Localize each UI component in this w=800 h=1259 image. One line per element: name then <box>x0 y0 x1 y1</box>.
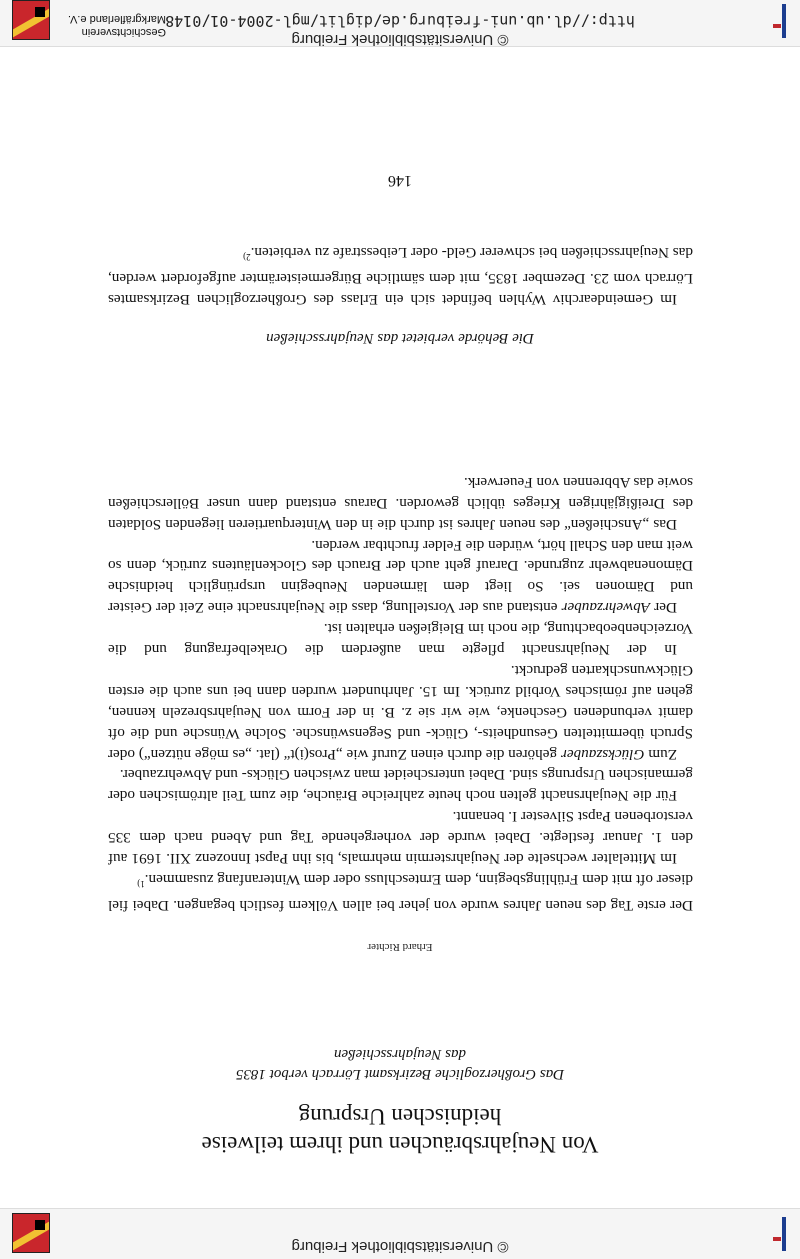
paragraph-2: Im Mittelalter wechselte der Neujahrstermin mehrmals, bis ihn Papst Innozenz XII. 1691 auf den 1. Januar festlegte. Dabei wurde der vorhergehende Tag und Abend nach dem 335 verstorbenen Papst Silvester I. benannt. <box>108 808 693 868</box>
paragraph-6: Der Abwehrzauber entstand aus der Vorstellung, dass die Neujahrsnacht eine Zeit der Geister und Dämonen sei. So liegt dem lärmenden Neubeginn ursprünglich heidnische Dämonenabwehr zugrunde. Darauf geht auch der Brauch des Glockenläutens zurück, denn so weit man den Schall hört, würden die Felder fruchtbar werden. <box>108 536 693 617</box>
paragraph-1: Der erste Tag des neuen Jahres wurde von jeher bei allen Völkern festlich begangen. Dabei fiel dieser oft mit dem Frühlingsbeginn, dem Ernteschluss oder dem Winteranfang zusammen.$^{1)}$ <box>108 871 693 914</box>
section-heading: Die Behörde verbietet das Neujahrsschießen <box>266 330 534 346</box>
viewer-footer-bar <box>0 0 800 47</box>
article-title-line1: Von Neujahrsbräuchen und ihrem teilweise <box>201 1132 599 1157</box>
viewer-header-bar <box>0 1208 800 1259</box>
footnote-ref-1: 1) <box>137 879 145 890</box>
article-body-2 <box>108 241 693 309</box>
society-crest-icon <box>12 1213 162 1253</box>
article-subtitle-line2: das Neujahrsschießen <box>333 1046 467 1062</box>
copyright-credit: © Universitätsbibliothek Freiburg <box>291 1238 509 1255</box>
paragraph-8: Im Gemeindearchiv Wyhlen befindet sich ein Erlass des Großherzoglichen Bezirksamtes Lörrach vom 23. Dezember 1835, mit dem sämtliche Bürgermeisterämter aufgefordert werden, das Neujahrsschießen bei schwerer Geld- oder Leibesstrafe zu verbieten.$^{2)}$ <box>108 244 693 308</box>
ub-freiburg-logo-icon <box>776 4 786 38</box>
permalink[interactable]: http://dl.ub.uni-freiburg.de/diglit/mgl-2004-01/0148 <box>165 12 635 30</box>
copyright-credit: © Universitätsbibliothek Freiburg <box>291 31 509 48</box>
page-number: 146 <box>388 172 412 189</box>
paragraph-3: Für die Neujahrsnacht gelten noch heute zahlreiche Bräuche, die zum Teil altrömischen oder germanischen Ursprungs sind. Dabei unterscheidet man zwischen Glücks- und Abwehrzauber. <box>108 766 693 805</box>
paragraph-7: Das „Anschießen“ des neuen Jahres ist durch die in den Winterquartieren liegenden Soldaten des Dreißigjährigen Krieges üblich geworden. Daraus entstand dann unser Böllerschießen sowie das Abbrennen von Feuerwerk. <box>108 473 693 533</box>
society-name: Geschichtsverein Markgräflerland e.V. <box>67 13 166 38</box>
document-page <box>0 47 800 1209</box>
paragraph-4: Zum Glückszauber gehören die durch einen Zuruf wie „Pros(i)t“ (lat. „es möge nützen“) oder Spruch übermittelten Gesundheits-, Glück- und Segenswünsche. Solche Wünsche und die oft damit verbundenen Geschenke, wie wir sie z. B. in der Form von Neujahrsbrezeln kennen, gehen auf römisches Vorbild zurück. Im 15. Jahrhundert wurden dann bei uns auch die ersten Glückwunschkarten gedruckt. <box>108 661 693 763</box>
author: Erhard Richter <box>367 941 433 953</box>
article-title-line2: heidnischen Ursprung <box>298 1104 502 1129</box>
footnote-ref-2: 2) <box>243 252 251 263</box>
society-logo <box>12 0 166 40</box>
paragraph-5: In der Neujahrsnacht pflegte man außerdem die Orakelbefragung und die Vorzeichenbeobachtung, die noch im Bleigießen erhalten ist. <box>108 620 693 659</box>
ub-freiburg-logo-icon <box>776 1217 786 1251</box>
article-subtitle-line1: Das Großherzogliche Bezirksamt Lörrach verbot 1835 <box>235 1066 565 1082</box>
article-body <box>108 471 693 915</box>
society-crest-icon <box>12 0 50 40</box>
